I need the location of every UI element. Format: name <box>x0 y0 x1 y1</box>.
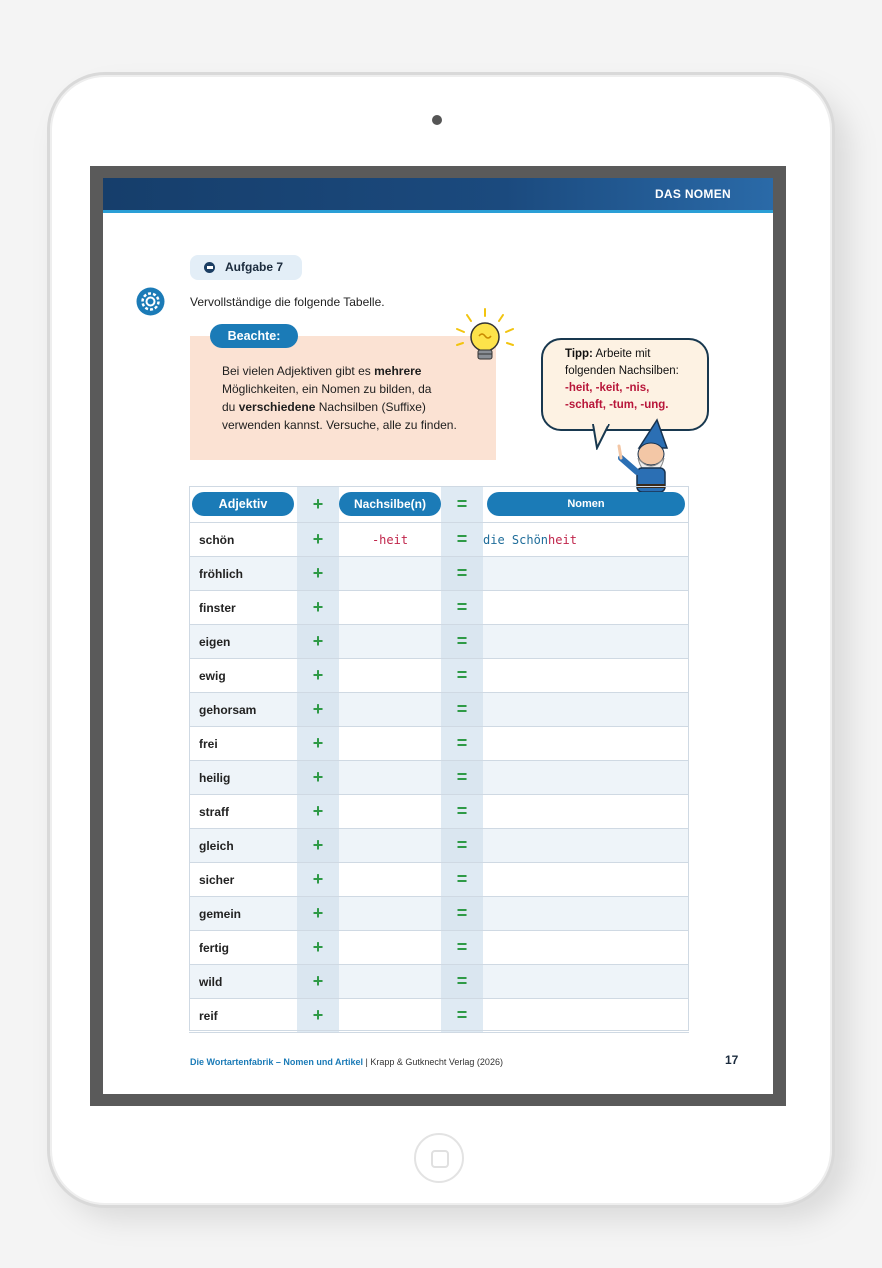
example-noun-suffix: heit <box>548 532 577 547</box>
note-line3-a: du <box>222 400 239 414</box>
note-line3-bold: verschiedene <box>238 400 316 414</box>
header-noun: Nomen <box>487 492 685 516</box>
camera-icon <box>432 115 442 125</box>
section-title: DAS NOMEN <box>654 187 731 201</box>
equals-sign: = <box>441 999 483 1033</box>
tip-text2: folgenden Nachsilben: <box>565 365 679 377</box>
plus-sign: + <box>297 863 339 897</box>
home-button[interactable] <box>414 1133 464 1183</box>
adjective-cell: gehorsam <box>189 693 297 727</box>
task-badge <box>190 255 302 280</box>
plus-sign: + <box>297 727 339 761</box>
plus-sign: + <box>297 591 339 625</box>
plus-sign: + <box>297 897 339 931</box>
adjective-cell: straff <box>189 795 297 829</box>
arrow-right-icon <box>204 262 215 273</box>
adjective-cell: reif <box>189 999 297 1033</box>
page-number: 17 <box>725 1053 739 1067</box>
task-label: Aufgabe 7 <box>225 260 284 274</box>
adjective-cell: heilig <box>189 761 297 795</box>
note-line3-c: Nachsilben (Suffixe) <box>315 400 426 414</box>
equals-sign: = <box>441 693 483 727</box>
equals-sign: = <box>441 625 483 659</box>
note-line1-bold: mehrere <box>374 364 422 378</box>
equals-sign: = <box>441 965 483 999</box>
header-suffix: Nachsilbe(n) <box>339 492 441 516</box>
note-line4: verwenden kannst. Versuche, alle zu finden. <box>222 418 457 432</box>
plus-sign: + <box>297 659 339 693</box>
plus-sign: + <box>297 625 339 659</box>
note-line1-a: Bei vielen Adjektiven gibt es <box>222 364 375 378</box>
adjective-cell: sicher <box>189 863 297 897</box>
equals-sign: = <box>441 931 483 965</box>
adjective-cell: schön <box>189 523 297 557</box>
adjective-cell: gleich <box>189 829 297 863</box>
gear-icon <box>134 285 167 318</box>
equals-sign: = <box>441 897 483 931</box>
suffix-answer-field[interactable]: -heit <box>339 523 441 557</box>
plus-sign: + <box>297 693 339 727</box>
plus-sign: + <box>297 999 339 1033</box>
header-plus: + <box>297 486 339 523</box>
equals-sign: = <box>441 863 483 897</box>
plus-sign: + <box>297 523 339 557</box>
plus-sign: + <box>297 795 339 829</box>
equals-sign: = <box>441 591 483 625</box>
note-text <box>222 362 482 434</box>
home-square-icon <box>431 1150 449 1168</box>
gnome-mascot-icon <box>605 418 693 518</box>
adjective-cell: frei <box>189 727 297 761</box>
adjective-cell: fröhlich <box>189 557 297 591</box>
equals-sign: = <box>441 761 483 795</box>
plus-sign: + <box>297 965 339 999</box>
task-instruction: Vervollständige die folgende Tabelle. <box>190 295 385 309</box>
adjective-cell: wild <box>189 965 297 999</box>
note-title: Beachte: <box>210 324 298 348</box>
note-line2: Möglichkeiten, ein Nomen zu bilden, da <box>222 382 432 396</box>
tip-suffixes1: -heit, -keit, -nis, <box>565 382 650 394</box>
adjective-cell: ewig <box>189 659 297 693</box>
tip-text <box>565 346 715 414</box>
plus-sign: + <box>297 829 339 863</box>
example-noun-stem: die Schön <box>483 532 549 547</box>
plus-sign: + <box>297 761 339 795</box>
equals-sign: = <box>441 727 483 761</box>
lightbulb-icon <box>449 305 521 373</box>
footer-publisher: | Krapp & Gutknecht Verlag (2026) <box>363 1057 503 1067</box>
adjective-cell: eigen <box>189 625 297 659</box>
adjective-cell: gemein <box>189 897 297 931</box>
adjective-cell: finster <box>189 591 297 625</box>
tip-label: Tipp: <box>565 348 593 360</box>
tip-suffixes2: -schaft, -tum, -ung. <box>565 399 669 411</box>
footer-book-title: Die Wortartenfabrik – Nomen und Artikel <box>190 1057 364 1067</box>
adjective-cell: fertig <box>189 931 297 965</box>
equals-sign: = <box>441 795 483 829</box>
equals-sign: = <box>441 659 483 693</box>
header-equals: = <box>441 486 483 523</box>
section-banner <box>103 178 773 213</box>
plus-sign: + <box>297 931 339 965</box>
tip-text1: Arbeite mit <box>592 348 651 360</box>
plus-sign: + <box>297 557 339 591</box>
header-adjective: Adjektiv <box>192 492 294 516</box>
worksheet-page <box>103 178 773 1094</box>
equals-sign: = <box>441 523 483 557</box>
equals-sign: = <box>441 829 483 863</box>
equals-sign: = <box>441 557 483 591</box>
